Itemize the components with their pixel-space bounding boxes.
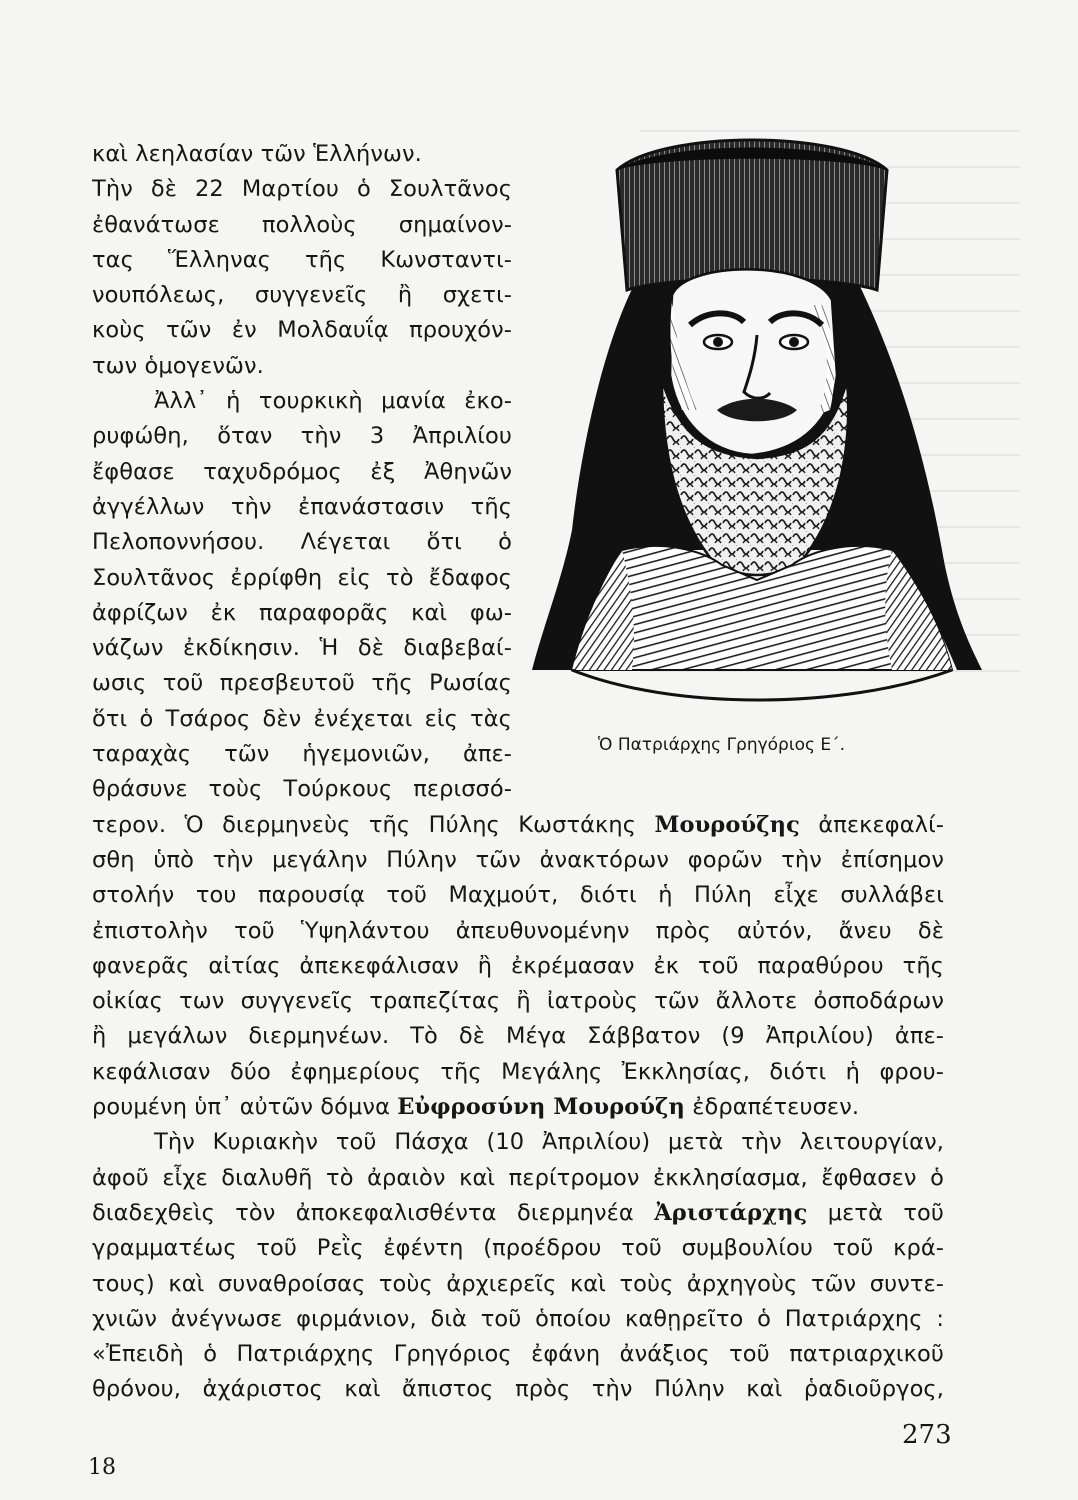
column-line: ωσις τοῦ πρεσβευτοῦ τῆς Ρωσίας [92,670,512,697]
full-line: κεφάλισαν δύο ἐφημερίους τῆς Μεγάλης Ἐκκλησίας, διότι ἡ φρου- [92,1058,944,1085]
full-line: τους) καὶ συναθροίσας τοὺς ἀρχιερεῖς καὶ τοὺς ἀρχηγοὺς τῶν συντε- [92,1270,944,1297]
full-line: χνιῶν ἀνέγνωσε φιρμάνιον, διὰ τοῦ ὁποίου καθῃρεῖτο ὁ Πατριάρχης : [92,1305,944,1332]
bold-name-efrosyni: Εὐφροσύνη Μουρούζη [397,1094,685,1121]
text-run: τερον. Ὁ διερμηνεὺς τῆς Πύλης Κωστάκης [92,812,655,838]
column-line: των ὁμογενῶν. [92,352,264,379]
text-run: ἐδραπέτευσεν. [684,1094,860,1121]
full-line: σθη ὑπὸ τὴν μεγάλην Πύλην τῶν ἀνακτόρων φορῶν τὴν ἐπίσημον [92,847,944,873]
column-line: Τὴν δὲ 22 Μαρτίου ὁ Σουλτᾶνος [92,176,512,203]
page-number-right: 273 [902,1420,952,1450]
full-line: ἀφοῦ εἶχε διαλυθῆ τὸ ἀραιὸν καὶ περίτρομον ἐκκλησίασμα, ἔφθασεν ὁ [92,1164,944,1191]
column-line: ὅτι ὁ Τσάρος δὲν ἐνέχεται εἰς τὰς [92,705,512,732]
column-line: καὶ λεηλασίαν τῶν Ἑλλήνων. [92,141,422,167]
column-line: ἀφρίζων ἐκ παραφορᾶς καὶ φω- [92,599,512,626]
column-line: νουπόλεως, συγγενεῖς ἢ σχετι- [92,282,512,309]
column-line: ἔφθασε ταχυδρόμος ἐξ Ἀθηνῶν [92,458,512,485]
full-line: θρόνου, ἀχάριστος καὶ ἄπιστος πρὸς τὴν Πύλην καὶ ῥαδιοῦργος, [92,1376,944,1403]
full-line: φανερᾶς αἰτίας ἀπεκεφάλισαν ἢ ἐκρέμασαν ἐκ τοῦ παραθύρου τῆς [92,952,944,979]
column-line: ἐθανάτωσε πολλοὺς σημαίνον- [92,211,512,238]
column-line: τας Ἕλληνας τῆς Κωνσταντι- [92,246,512,273]
full-line: γραμματέως τοῦ Ρεῒς ἐφέντη (προέδρου τοῦ συμβουλίου τοῦ κρά- [92,1235,944,1262]
text-run: ρουμένη ὑπ᾽ αὐτῶν δόμνα [92,1094,398,1121]
column-line: κοὺς τῶν ἐν Μολδαυΐᾳ προυχόν- [92,317,512,344]
patriarch-portrait-illustration [512,110,992,710]
column-line: ἀγγέλλων τὴν ἐπανάστασιν τῆς [92,493,512,520]
column-line: Πελοποννήσου. Λέγεται ὅτι ὁ [92,529,512,556]
text-run: διαδεχθεὶς τὸν ἀποκεφαλισθέντα διερμηνέα [92,1199,655,1226]
paragraph-body [92,843,944,1408]
page-number-left: 18 [88,1455,116,1480]
text-run: μετὰ τοῦ [807,1199,944,1226]
text-run: ἀπεκεφαλί- [799,812,945,838]
column-line: ρυφώθη, ὅταν τὴν 3 Ἀπριλίου [92,423,512,450]
bold-name-mourouzis: Μουρούζης [654,812,800,838]
full-line [92,1196,944,1231]
column-line: Ἀλλ᾽ ἡ τουρκικὴ μανία ἐκο- [154,388,512,415]
full-line: «Ἐπειδὴ ὁ Πατριάρχης Γρηγόριος ἐφάνη ἀνάξιος τοῦ πατριαρχικοῦ [92,1341,944,1368]
full-line: οἰκίας των συγγενεῖς τραπεζίτας ἢ ἰατροὺς τῶν ἄλλοτε ὀσποδάρων [92,988,944,1015]
bold-name-aristarchis: Ἀριστάρχης [654,1199,808,1226]
full-line: ἐπιστολὴν τοῦ Ὑψηλάντου ἀπευθυνομένην πρὸς αὐτόν, ἄνευ δὲ [92,917,944,944]
full-line: στολήν του παρουσίᾳ τοῦ Μαχμούτ, διότι ἡ Πύλη εἶχε συλλάβει [92,882,944,909]
column-line: νάζων ἐκδίκησιν. Ἡ δὲ διαβεβαί- [92,635,512,662]
column-line: θράσυνε τοὺς Τούρκους περισσό- [92,776,512,803]
full-line [92,808,944,843]
column-line: Σουλτᾶνος ἐρρίφθη εἰς τὸ ἔδαφος [92,564,512,591]
full-line: ἢ μεγάλων διερμηνέων. Τὸ δὲ Μέγα Σάββατον (9 Ἀπριλίου) ἀπε- [92,1023,944,1050]
full-line [92,1090,944,1125]
portrait-caption: Ὁ Πατριάρχης Γρηγόριος Ε΄. [598,735,846,755]
narrow-text-column [92,137,512,808]
column-line: ταραχὰς τῶν ἡγεμονιῶν, ἀπε- [92,741,512,768]
full-line: Τὴν Κυριακὴν τοῦ Πάσχα (10 Ἀπριλίου) μετὰ τὴν λειτουργίαν, [154,1129,944,1156]
